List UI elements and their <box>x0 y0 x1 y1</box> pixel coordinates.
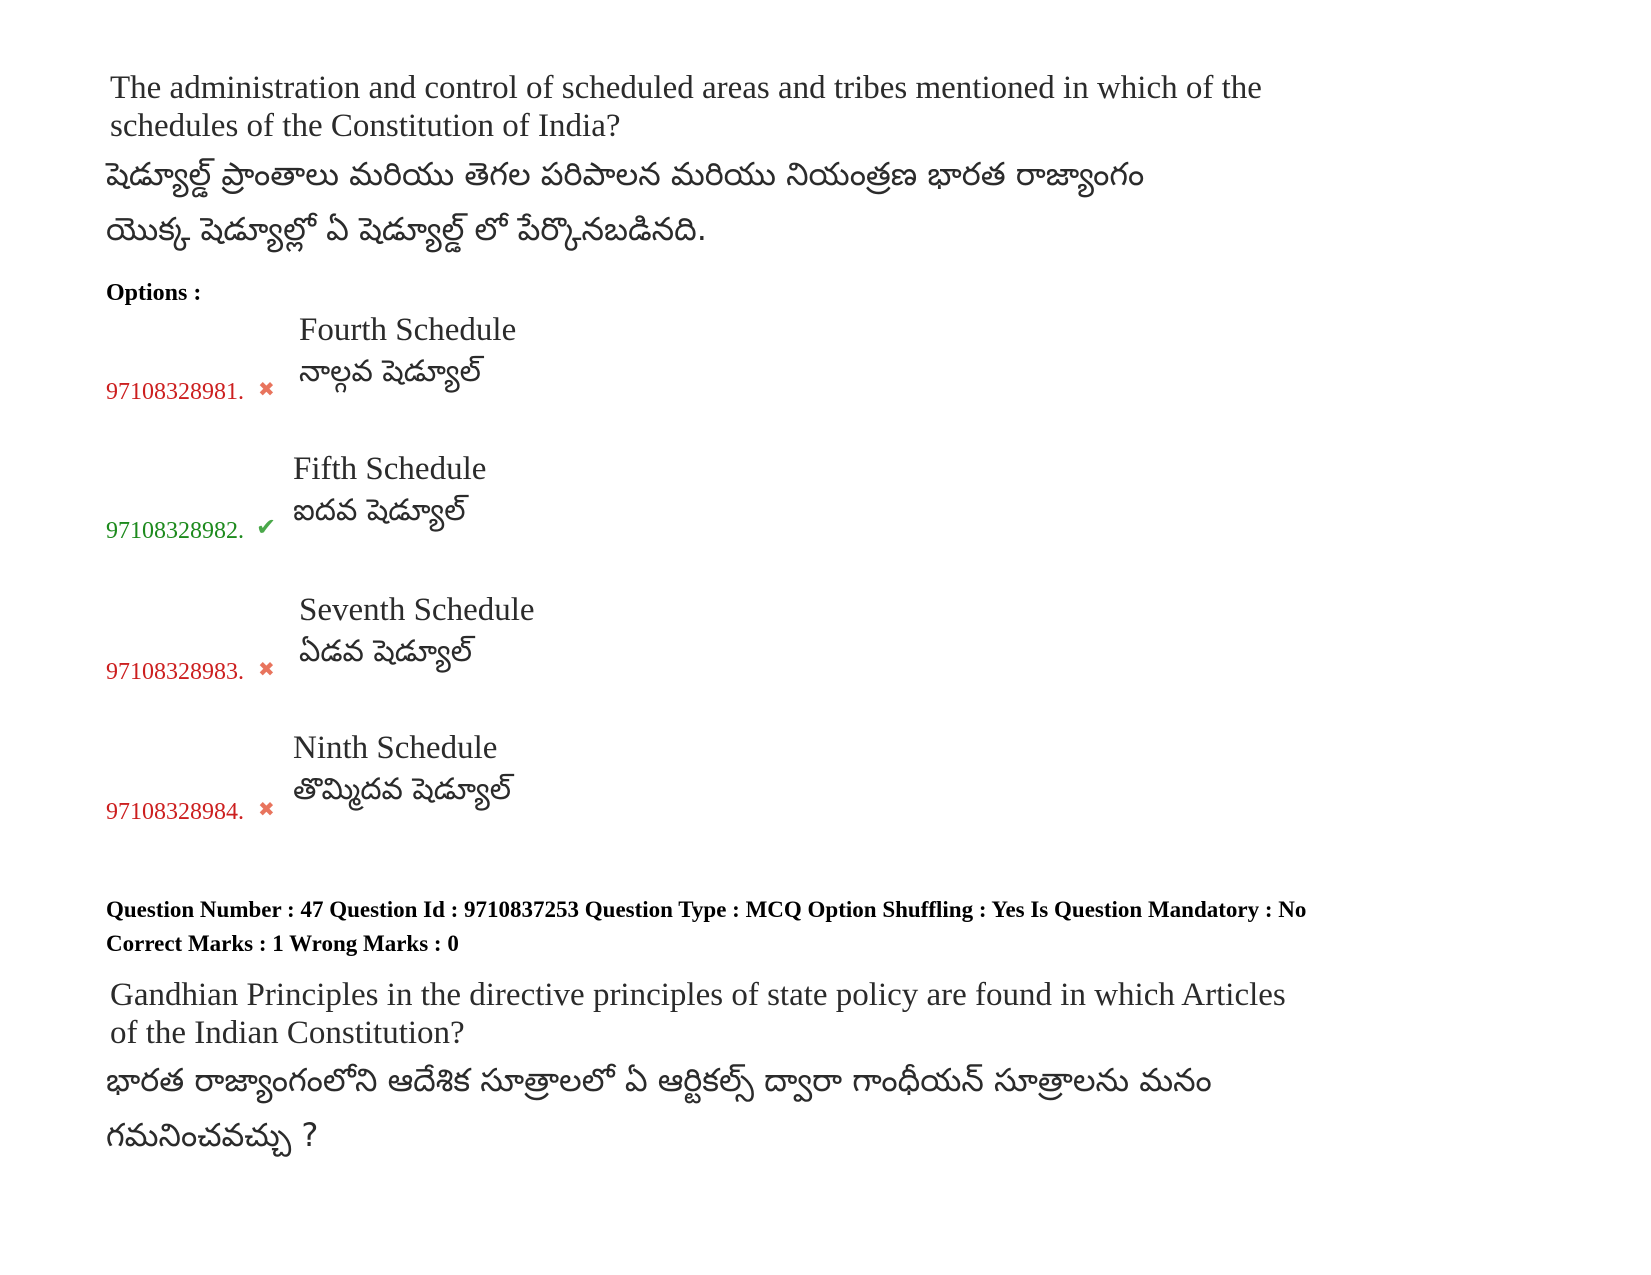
question-text-telugu-line2: యొక్క షెడ్యూల్లో ఏ షెడ్యూల్డ్ లో పేర్కొనబడినది. <box>106 210 707 248</box>
option-id: 97108328981. <box>106 379 244 405</box>
option-text-telugu: ఏడవ షెడ్యూల్ <box>299 634 473 669</box>
option-item <box>106 312 806 432</box>
options-label: Options : <box>106 280 202 306</box>
question-text-english-line1: The administration and control of scheduled areas and tribes mentioned in which of the <box>110 70 1262 106</box>
option-text-english: Fourth Schedule <box>299 312 517 348</box>
cross-icon: ✖ <box>258 797 275 821</box>
option-text-telugu: తొమ్మిదవ షెడ్యూల్ <box>293 772 512 807</box>
question-text-english-line1: Gandhian Principles in the directive principles of state policy are found in which Articles <box>110 977 1286 1013</box>
option-item <box>106 592 806 712</box>
cross-icon: ✖ <box>258 657 275 681</box>
option-id: 97108328984. <box>106 799 244 825</box>
option-item <box>106 451 806 571</box>
question-meta-line1: Question Number : 47 Question Id : 9710837253 Question Type : MCQ Option Shuffling : Yes Is Question Mandatory : No <box>106 897 1307 922</box>
question-text-english-line2: of the Indian Constitution? <box>110 1015 465 1051</box>
option-text-telugu: ఐదవ షెడ్యూల్ <box>293 493 466 528</box>
option-text-telugu: నాల్గవ షెడ్యూల్ <box>299 354 481 389</box>
option-text-english: Seventh Schedule <box>299 592 535 628</box>
option-text-english: Fifth Schedule <box>293 451 487 487</box>
question-text-telugu-line2: గమనించవచ్చు ? <box>106 1116 319 1154</box>
option-item <box>106 730 806 850</box>
question-meta-line2: Correct Marks : 1 Wrong Marks : 0 <box>106 931 459 956</box>
cross-icon: ✖ <box>258 377 275 401</box>
option-id: 97108328982. <box>106 518 244 544</box>
question-text-telugu-line1: షెడ్యూల్డ్ ప్రాంతాలు మరియు తెగల పరిపాలన మరియు నియంత్రణ భారత రాజ్యాంగం <box>106 155 1145 193</box>
option-id: 97108328983. <box>106 659 244 685</box>
question-text-telugu-line1: భారత రాజ్యాంగంలోని ఆదేశిక సూత్రాలలో ఏ ఆర్టికల్స్ ద్వారా గాంధీయన్ సూత్రాలను మనం <box>106 1061 1212 1099</box>
question-text-english-line2: schedules of the Constitution of India? <box>110 108 621 144</box>
check-icon: ✔ <box>256 513 277 541</box>
option-text-english: Ninth Schedule <box>293 730 498 766</box>
